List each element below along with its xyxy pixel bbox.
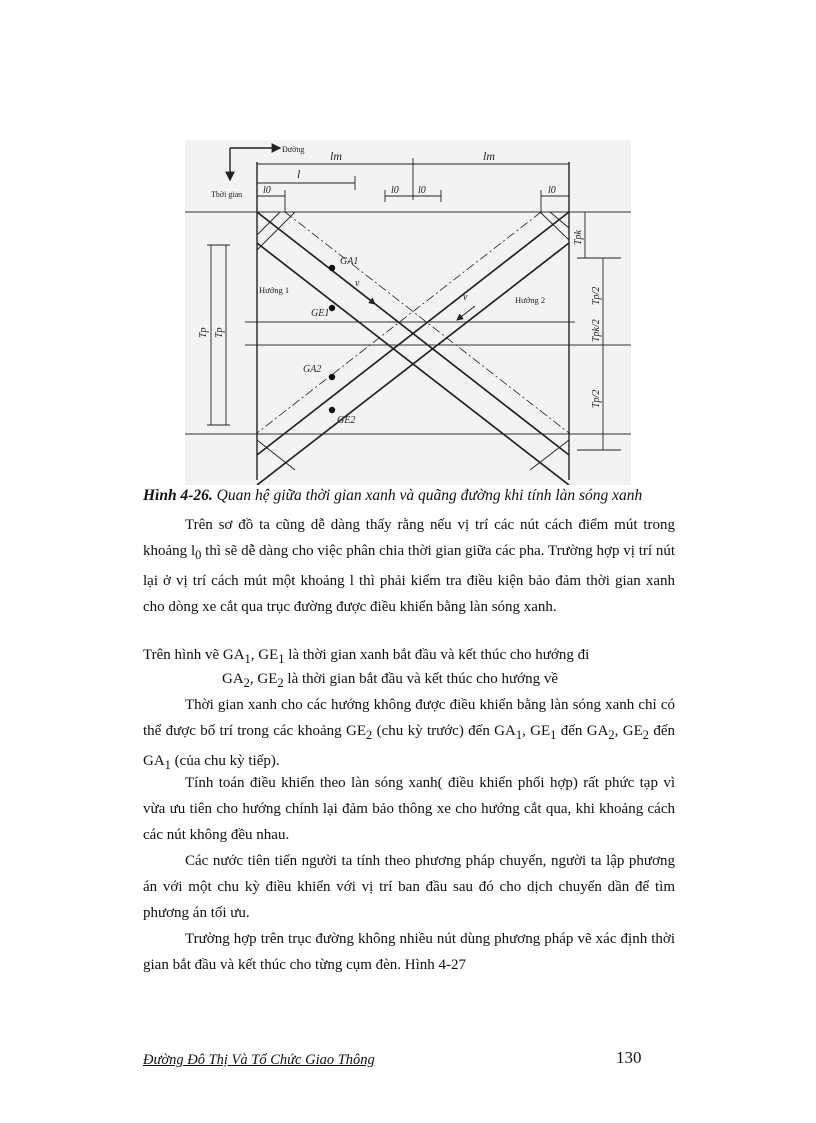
road-axis-label: Đường [282, 145, 305, 154]
paragraph-2: Trên hình vẽ $GA_1$, $GE_1$ là thời gian xanh bắt đầu và kết thúc cho hướng đi [143, 647, 590, 666]
caption-label: Hình 4-26. [143, 487, 213, 504]
lm-label-1: lm [330, 149, 342, 163]
ga2-label: GA2 [303, 364, 322, 375]
direction-2-label: Hướng 2 [515, 295, 546, 305]
l-label: l [297, 167, 301, 181]
l0-label-1: l0 [263, 185, 271, 196]
tpk-half-label: Tpk/2 [591, 319, 602, 342]
paragraph-5: Tính toán điều khiển theo làn sóng xanh( điều khiển phối hợp) rất phức tạp vì vừa ưu tiên cho hướng chính lại đảm bảo thông xe cho hướng cắt qua, khi khoảng cách các nút không đều nhau. [143, 775, 675, 843]
direction-1-label: Hướng 1 [259, 285, 290, 295]
paragraph-7: Trường hợp trên trục đường không nhiều nút dùng phương pháp vẽ xác định thời gian bắt đầu và kết thúc cho từng cụm đèn. Hình 4-27 [143, 931, 675, 973]
v-label-2: v [463, 292, 468, 303]
time-axis-label: Thời gian [211, 190, 243, 199]
ge2-point [329, 407, 335, 413]
tpk-label: Tpk [573, 230, 584, 245]
tp-label-outer: Tp [198, 327, 209, 338]
figure-background [185, 140, 631, 485]
paragraph-6: Các nước tiên tiến người ta tính theo phương pháp chuyển, người ta lập phương án với một chu kỳ điều khiển với vị trí ban đầu sau đó cho dịch chuyển dần để tìm phương án tối ưu. [143, 853, 675, 921]
paragraph-1: Trên sơ đồ ta cũng dễ dàng thấy rằng nếu vị trí các nút cách điểm mút trong khoảng $l_0$ thì sẽ dễ dàng cho việc phân chia thời gian giữa các pha. Trường hợp vị trí nút lại ở vị trí cách mút một khoảng l thì phải kiểm tra điều kiện bảo đảm thời gian xanh cho dòng xe cắt qua trục đường được điều khiển bằng làn sóng xanh. [143, 517, 676, 615]
paragraph-3: $GA_2$, $GE_2$ là thời gian bắt đầu và kết thúc cho hướng về [222, 671, 559, 690]
l0-label-2: l0 [391, 185, 399, 196]
caption-text: Quan hệ giữa thời gian xanh và quãng đường khi tính làn sóng xanh [212, 487, 643, 504]
green-wave-diagram [185, 140, 631, 485]
figure-caption [143, 487, 703, 505]
v-label-1: v [355, 278, 360, 289]
ge2-label: GE2 [337, 415, 356, 426]
l0-label-3: l0 [418, 185, 426, 196]
ga2-point [329, 374, 335, 380]
footer-book-title: Đường Đô Thị Và Tổ Chức Giao Thông [143, 1052, 375, 1068]
tp-half-label-1: Tp/2 [591, 286, 602, 305]
tp-label-inner: Tp [214, 327, 225, 338]
ge1-point [329, 305, 335, 311]
tp-half-label-2: Tp/2 [591, 389, 602, 408]
ga1-label: GA1 [340, 256, 359, 267]
ge1-label: GE1 [311, 308, 330, 319]
lm-label-2: lm [483, 149, 495, 163]
page-number: 130 [616, 1048, 642, 1067]
paragraph-4: Thời gian xanh cho các hướng không được điều khiển bằng làn sóng xanh chỉ có thể được bố trí trong các khoảng $GE_2$ (chu kỳ trước) đến $GA_1$, $GE_1$ đến $GA_2$, $GE_2$ đến $GA_1$ (của chu kỳ tiếp). [143, 697, 676, 772]
ga1-point [329, 265, 335, 271]
l0-label-4: l0 [548, 185, 556, 196]
